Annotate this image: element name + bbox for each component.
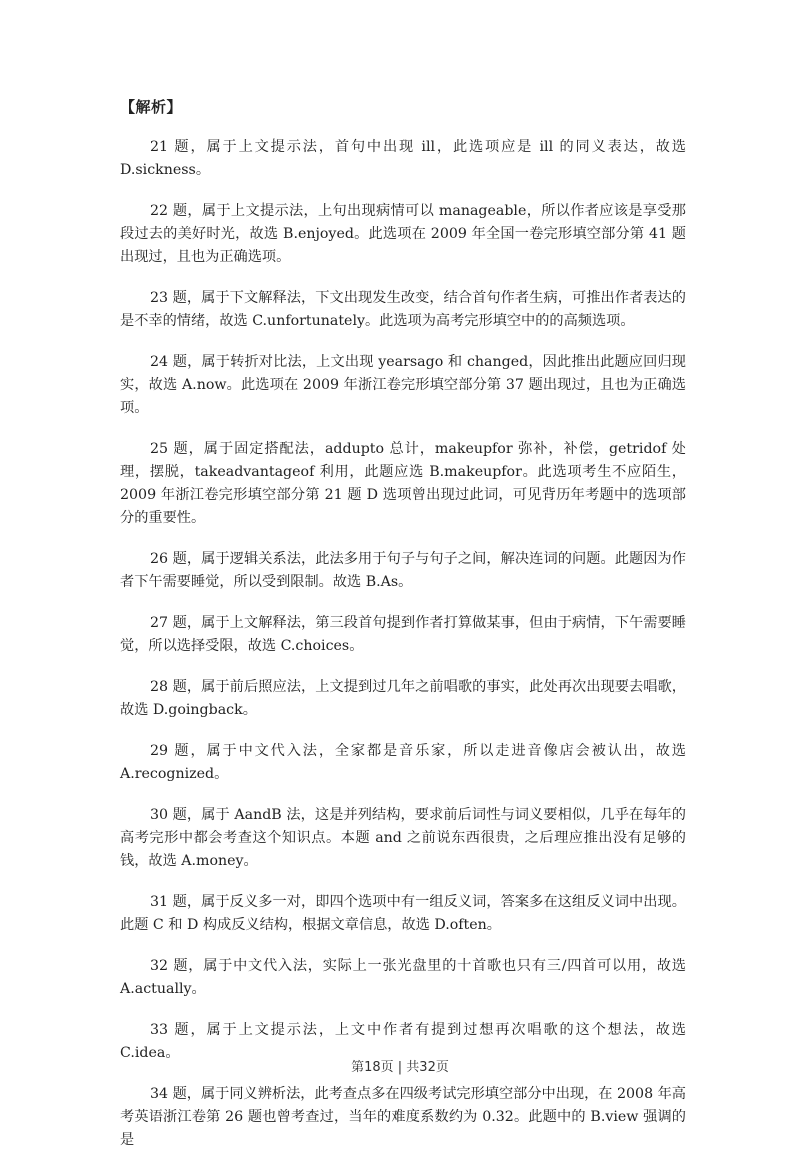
analysis-item-23: 23 题，属于下文解释法，下文出现发生改变，结合首句作者生病，可推出作者表达的是不幸的情绪，故选 C.unfortunately。此选项为高考完形填空中的的高频选项。 xyxy=(120,290,686,329)
analysis-item-34: 34 题，属于同义辨析法，此考查点多在四级考试完形填空部分中出现，在 2008 年高考英语浙江卷第 26 题也曾考查过，当年的难度系数约为 0.32。此题中的 B.view 强调的是 xyxy=(120,1086,686,1148)
analysis-item-21: 21 题，属于上文提示法，首句中出现 ill，此选项应是 ill 的同义表达，故选 D.sickness。 xyxy=(120,139,686,178)
analysis-item-29: 29 题，属于中文代入法，全家都是音乐家，所以走进音像店会被认出，故选 A.recognized。 xyxy=(120,743,686,782)
analysis-item-28: 28 题，属于前后照应法，上文提到过几年之前唱歌的事实，此处再次出现要去唱歌，故选 D.goingback。 xyxy=(120,679,686,718)
analysis-item-33: 33 题，属于上文提示法，上文中作者有提到过想再次唱歌的这个想法，故选 C.idea。 xyxy=(120,1022,686,1061)
analysis-item-27: 27 题，属于上文解释法，第三段首句提到作者打算做某事，但由于病情，下午需要睡觉，所以选择受限，故选 C.choices。 xyxy=(120,615,686,654)
analysis-item-26: 26 题，属于逻辑关系法，此法多用于句子与句子之间，解决连词的问题。此题因为作者下午需要睡觉，所以受到限制。故选 B.As。 xyxy=(120,551,686,590)
analysis-item-22: 22 题，属于上文提示法，上句出现病情可以 manageable，所以作者应该是享受那段过去的美好时光，故选 B.enjoyed。此选项在 2009 年全国一卷完形填空部分第 41 题出现过，且也为正确选项。 xyxy=(120,203,686,265)
analysis-item-32: 32 题，属于中文代入法，实际上一张光盘里的十首歌也只有三/四首可以用，故选 A.actually。 xyxy=(120,958,686,997)
analysis-item-24: 24 题，属于转折对比法，上文出现 yearsago 和 changed，因此推出此题应回归现实，故选 A.now。此选项在 2009 年浙江卷完形填空部分第 37 题出现过，且也为正确选项。 xyxy=(120,354,686,416)
analysis-list xyxy=(120,136,686,1170)
page-footer: 第18页 | 共32页 xyxy=(351,1060,449,1075)
analysis-item-30: 30 题，属于 AandB 法，这是并列结构，要求前后词性与词义要相似，几乎在每年的高考完形中都会考查这个知识点。本题 and 之前说东西很贵，之后理应推出没有足够的钱，故选 A.money。 xyxy=(120,807,686,869)
analysis-item-25: 25 题，属于固定搭配法，addupto 总计，makeupfor 弥补，补偿，getridof 处理，摆脱，takeadvantageof 利用，此题应选 B.makeupfor。此选项考生不应陌生，2009 年浙江卷完形填空部分第 21 题 D 选项曾出现过此词，可见背历年考题中的选项部分的重要性。 xyxy=(120,441,686,526)
section-heading: 【解析】 xyxy=(120,98,183,116)
analysis-item-31: 31 题，属于反义多一对，即四个选项中有一组反义词，答案多在这组反义词中出现。此题 C 和 D 构成反义结构，根据文章信息，故选 D.often。 xyxy=(120,894,686,933)
